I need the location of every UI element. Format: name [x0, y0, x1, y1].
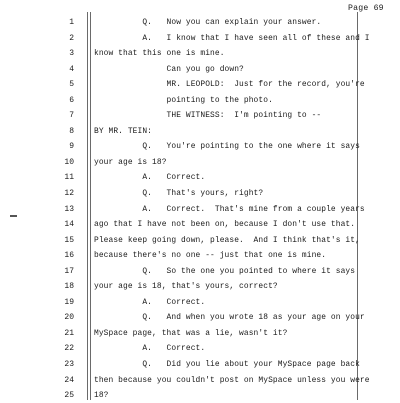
- line-text: Q. You're pointing to the one where it says: [94, 142, 360, 152]
- transcript-line: [0, 372, 400, 388]
- line-text: your age is 18?: [94, 157, 167, 167]
- line-text: 18?: [94, 391, 109, 401]
- transcript-line: [0, 154, 400, 170]
- transcript-line: [0, 263, 400, 279]
- line-number: 12: [64, 189, 74, 199]
- line-number: 24: [64, 375, 74, 385]
- transcript-line: [0, 247, 400, 263]
- line-number: 1: [69, 18, 74, 27]
- line-number: 3: [69, 49, 74, 59]
- line-number: 22: [64, 344, 74, 354]
- line-text: BY MR. TEIN:: [94, 126, 153, 136]
- line-number: 23: [64, 360, 74, 370]
- line-number: 20: [64, 313, 74, 323]
- transcript-line: [0, 123, 400, 139]
- line-text: Q. Did you lie about your MySpace page back: [94, 360, 360, 370]
- transcript-line: [0, 14, 400, 30]
- transcript-line: [0, 201, 400, 217]
- line-text: Q. So the one you pointed to where it says: [94, 266, 356, 276]
- line-text: MySpace page, that was a lie, wasn't it?: [94, 328, 288, 338]
- line-number: 7: [69, 111, 74, 121]
- line-number: 5: [69, 80, 74, 90]
- transcript-line: [0, 45, 400, 61]
- line-text: Q. And when you wrote 18 as your age on your: [94, 313, 365, 323]
- transcript-line: [0, 387, 400, 403]
- transcript-line: [0, 294, 400, 310]
- line-number: 10: [64, 157, 74, 167]
- line-text: MR. LEOPOLD: Just for the record, you're: [94, 80, 365, 90]
- line-number: 21: [64, 328, 74, 338]
- transcript-line: [0, 169, 400, 185]
- transcript-line: [0, 216, 400, 232]
- line-text: Q. Now you can explain your answer.: [94, 18, 322, 27]
- line-text: A. Correct. That's mine from a couple years: [94, 204, 365, 214]
- line-text: your age is 18, that's yours, correct?: [94, 282, 278, 292]
- line-number: 13: [64, 204, 74, 214]
- line-text: A. Correct.: [94, 173, 206, 183]
- line-number: 14: [64, 220, 74, 230]
- transcript-line: [0, 76, 400, 92]
- line-number: 17: [64, 266, 74, 276]
- line-text: know that this one is mine.: [94, 49, 225, 59]
- line-text: Please keep going down, please. And I think that's it,: [94, 235, 360, 245]
- page-number: Page 69: [348, 4, 384, 13]
- transcript-line: [0, 309, 400, 325]
- line-text: A. Correct.: [94, 344, 206, 354]
- line-number: 11: [64, 173, 74, 183]
- line-number: 9: [69, 142, 74, 152]
- transcript-line: [0, 61, 400, 77]
- line-number: 2: [69, 33, 74, 43]
- line-text: because there's no one -- just that one is mine.: [94, 251, 327, 261]
- transcript-line: [0, 340, 400, 356]
- line-number: 6: [69, 95, 74, 105]
- line-number: 19: [64, 297, 74, 307]
- transcript-line: [0, 356, 400, 372]
- line-text: A. I know that I have seen all of these and I: [94, 33, 370, 43]
- transcript-line: [0, 278, 400, 294]
- transcript-line: [0, 325, 400, 341]
- line-number: 15: [64, 235, 74, 245]
- transcript-line: [0, 107, 400, 123]
- line-text: Q. That's yours, right?: [94, 189, 264, 199]
- line-number: 16: [64, 251, 74, 261]
- line-text: ago that I have not been on, because I don't use that.: [94, 220, 356, 230]
- line-text: THE WITNESS: I'm pointing to --: [94, 111, 322, 121]
- line-number: 25: [64, 391, 74, 401]
- transcript-line: [0, 232, 400, 248]
- line-text: then because you couldn't post on MySpace unless you were: [94, 375, 370, 385]
- transcript-body: [0, 14, 400, 403]
- line-text: Can you go down?: [94, 64, 244, 74]
- line-text: pointing to the photo.: [94, 95, 273, 105]
- transcript-line: [0, 185, 400, 201]
- line-number: 18: [64, 282, 74, 292]
- transcript-line: [0, 30, 400, 46]
- line-text: A. Correct.: [94, 297, 206, 307]
- line-number: 4: [69, 64, 74, 74]
- line-number: 8: [69, 126, 74, 136]
- transcript-line: [0, 138, 400, 154]
- transcript-line: [0, 92, 400, 108]
